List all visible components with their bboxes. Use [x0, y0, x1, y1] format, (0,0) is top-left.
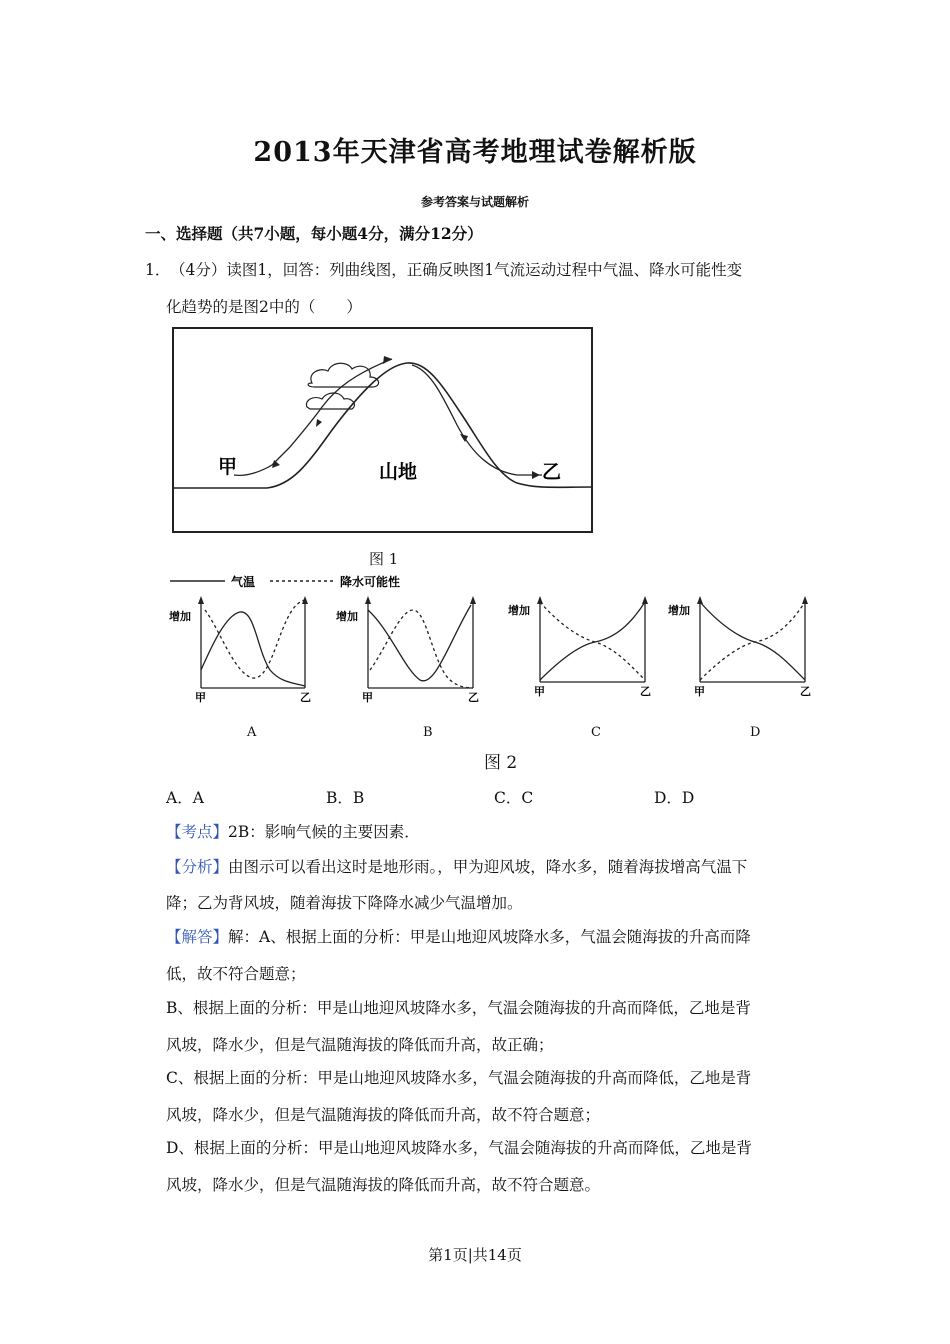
panel-a-axis-label: 增加 — [169, 610, 191, 623]
jieda-tag: 【解答】 — [166, 928, 229, 946]
panel-b-chart — [336, 596, 479, 704]
panel-b-end: 乙 — [468, 691, 479, 704]
figure-2-caption: 图 2 — [484, 753, 518, 773]
figure-2-drawing — [165, 570, 815, 705]
fenxi-block — [166, 855, 747, 877]
kaodian-text: 2B：影响气候的主要因素． — [228, 823, 420, 841]
panel-d-axis-label: 增加 — [668, 604, 690, 617]
panel-c-precip-curve — [540, 602, 645, 680]
jieda-line-2: 低，故不符合题意； — [166, 965, 306, 983]
panel-a-end: 乙 — [300, 691, 311, 704]
jieda-block — [166, 925, 751, 947]
explain-d-line-1: D、根据上面的分析：甲是山地迎风坡降水多，气温会随海拔的升高而降低，乙地是背 — [166, 1139, 752, 1157]
explain-c-line-1: C、根据上面的分析：甲是山地迎风坡降水多，气温会随海拔的升高而降低，乙地是背 — [166, 1069, 752, 1087]
panel-a-start: 甲 — [195, 691, 206, 704]
option-c[interactable]: C．C — [494, 789, 534, 807]
label-jia: 甲 — [218, 456, 238, 478]
kaodian-block — [166, 820, 420, 842]
panel-a-chart — [169, 596, 311, 704]
question-number: 1． — [145, 261, 171, 279]
figure-1-frame — [173, 328, 592, 532]
panel-b-start: 甲 — [362, 691, 373, 704]
panel-d-temp-curve — [700, 602, 805, 680]
question-line-1: （4分）读图1，回答：列曲线图，正确反映图1气流运动过程中气温、降水可能性变 — [170, 261, 743, 279]
figure-1 — [172, 325, 594, 539]
panel-d-end: 乙 — [800, 685, 811, 698]
panel-c-start: 甲 — [534, 685, 545, 698]
fenxi-line-2: 降；乙为背风坡，随着海拔下降降水减少气温增加。 — [166, 894, 523, 912]
panel-c-chart — [508, 596, 651, 698]
option-a[interactable]: A．A — [166, 789, 204, 807]
kaodian-tag: 【考点】 — [166, 823, 229, 841]
explain-d-line-2: 风坡，降水少，但是气温随海拔的降低而升高，故不符合题意。 — [166, 1176, 601, 1194]
page-title: 2013年天津省高考地理试卷解析版 — [253, 137, 697, 168]
panel-c-axis-label: 增加 — [508, 604, 530, 617]
option-d[interactable]: D．D — [654, 789, 695, 807]
jieda-line-1: 解：A、根据上面的分析：甲是山地迎风坡降水多，气温会随海拔的升高而降 — [228, 928, 751, 946]
panel-b-precip-curve — [370, 610, 473, 688]
panel-c-end: 乙 — [640, 685, 651, 698]
panel-b-axis-label: 增加 — [336, 610, 358, 623]
figure-1-caption: 图 1 — [369, 550, 399, 568]
panel-a-temp-curve — [201, 612, 305, 686]
fenxi-line-1: 由图示可以看出这时是地形雨。，甲为迎风坡，降水多，随着海拔增高气温下 — [228, 858, 748, 876]
page-subtitle: 参考答案与试题解析 — [420, 195, 529, 209]
page-footer: 第1页|共14页 — [428, 1246, 522, 1264]
panel-d-chart — [668, 596, 811, 698]
explain-c-line-2: 风坡，降水少，但是气温随海拔的降低而升高，故不符合题意； — [166, 1106, 601, 1124]
section-heading: 一、选择题（共7小题，每小题4分，满分12分） — [145, 224, 483, 243]
legend-temp: 气温 — [231, 575, 256, 589]
label-yi: 乙 — [542, 461, 562, 483]
figure-1-drawing — [172, 325, 594, 535]
legend-precip: 降水可能性 — [340, 575, 401, 589]
explain-b-line-1: B、根据上面的分析：甲是山地迎风坡降水多，气温会随海拔的升高而降低，乙地是背 — [166, 999, 751, 1017]
panel-c-label: C — [591, 725, 601, 740]
panel-d-start: 甲 — [694, 685, 705, 698]
explain-b-line-2: 风坡，降水少，但是气温随海拔的降低而升高，故正确； — [166, 1036, 554, 1054]
option-b[interactable]: B．B — [326, 789, 365, 807]
panel-b-label: B — [423, 725, 433, 740]
label-mountain: 山地 — [379, 461, 418, 483]
panel-a-label: A — [247, 725, 257, 740]
panel-d-label: D — [750, 725, 761, 740]
question-line-2: 化趋势的是图2中的（ ） — [166, 298, 362, 316]
fenxi-tag: 【分析】 — [166, 858, 229, 876]
panel-b-temp-curve — [368, 605, 471, 681]
panel-a-precip-curve — [205, 600, 305, 678]
figure-2 — [165, 570, 815, 709]
